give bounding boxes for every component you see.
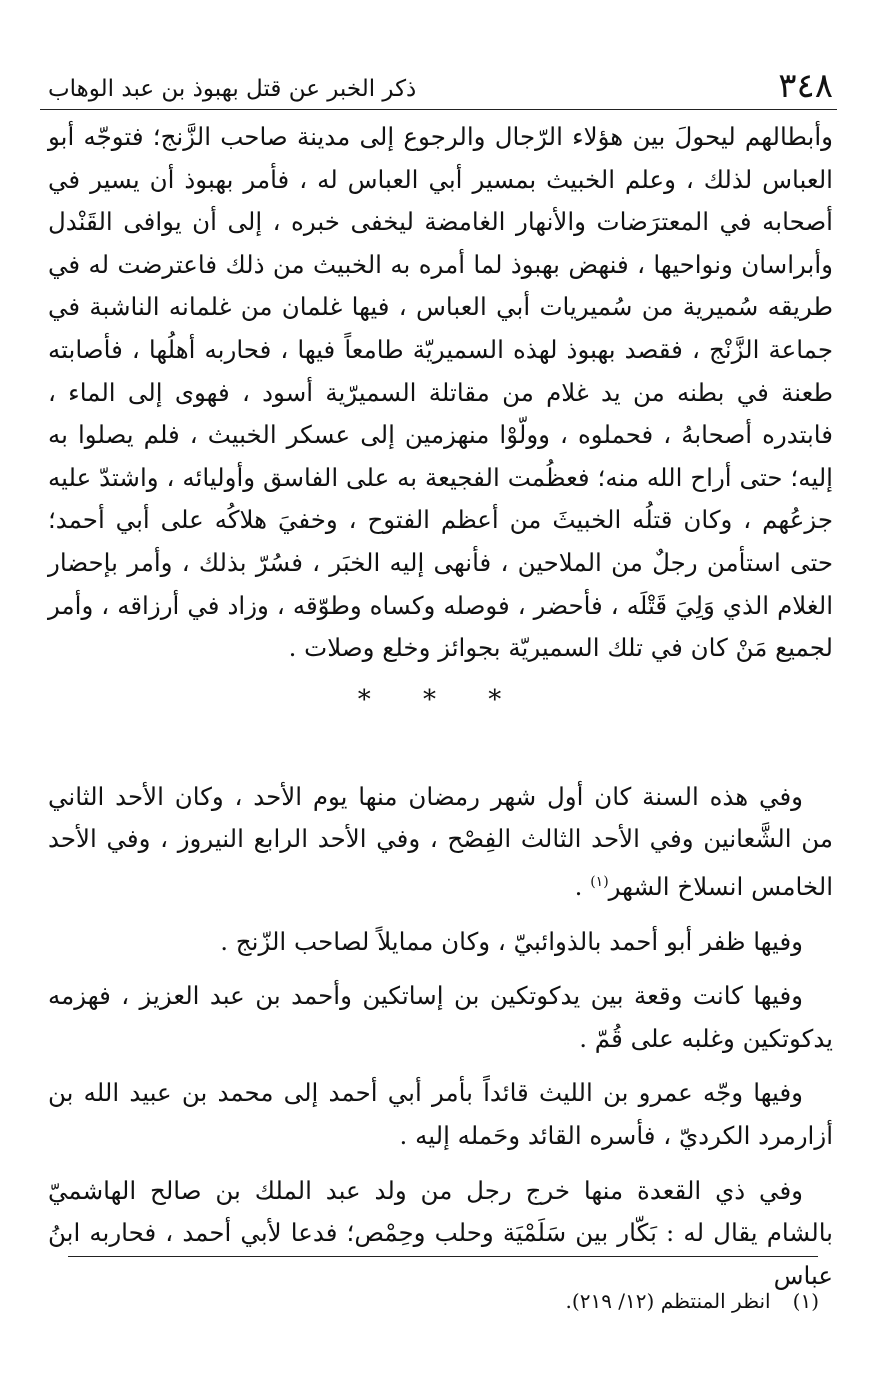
paragraph-text: وفي هذه السنة كان أول شهر رمضان منها يوم الأحد ، وكان الأحد الثاني من الشَّعانين وفي الأحد الثالث الفِصْح ، وفي الأحد الرابع النيروز ، وفي الأحد الخامس انسلاخ الشهر: [48, 781, 833, 902]
footnote-reference: (١): [590, 873, 609, 890]
running-title: ذكر الخبر عن قتل بهبوذ بن عبد الوهاب: [48, 76, 417, 102]
footnote-text: انظر المنتظم (١٢/ ٢١٩).: [565, 1289, 771, 1313]
paragraph: [48, 776, 833, 909]
paragraph: وفيها كانت وقعة بين يدكوتكين بن إساتكين وأحمد بن عبد العزيز ، فهزمه يدكوتكين وغلبه على قُمّ .: [48, 981, 833, 1053]
footnote-rule: [68, 1256, 818, 1257]
header-rule: [40, 109, 837, 110]
main-text: [48, 116, 833, 1309]
page-number: ٣٤٨: [778, 66, 833, 106]
paragraph: وفي ذي القعدة منها خرج رجل من ولد عبد الملك بن صالح الهاشميّ بالشام يقال له : بَكّار بين سَلَمْيَة وحلب وحِمْص؛ فدعا لأبي أحمد ، فحاربه ابنُ عباس: [48, 1175, 833, 1290]
section-next-year: [48, 776, 833, 1298]
footnote-number: (١): [792, 1289, 819, 1313]
footnote: [48, 1284, 819, 1318]
paragraph: وفيها ظفر أبو أحمد بالذوائبيّ ، وكان ممايلاً لصاحب الزّنج .: [220, 926, 803, 956]
section-separator-ornament: * * *: [357, 684, 524, 715]
paragraph: وفيها وجّه عمرو بن الليث قائداً بأمر أبي أحمد إلى محمد بن عبيد الله بن أزارمرد الكرديّ ، فأسره القائد وحَمله إليه .: [48, 1078, 833, 1151]
paragraph: وأبطالهم ليحولَ بين هؤلاء الرّجال والرجوع إلى مدينة صاحب الزَّنج؛ فتوجّه أبو العباس لذلك ، وعلم الخبيث بمسير أبي العباس له ، فأمر بهبوذ أن يسير في أصحابه في المعترَضات والأنهار الغامضة ليخفى خبره ، إلى أن يوافى القَنْدل وأبراسان ونواحيها ، فنهض بهبوذ لما أمره به الخبيث من ذلك فاعترضت له في طريقه سُميرية من سُميريات أبي العباس ، فيها غلمان من غلمانه الناشبة في جماعة الزَّنْج ، فقصد بهبوذ لهذه السميريّة طامعاً فيها ، فحاربه أهلُها ، فأصابته طعنة في بطنه من يد غلام من مقاتلة السميرّية أسود ، فهوى إلى الماء ، فابتدره أصحابهُ ، فحملوه ، وولّوْا منهزمين إلى عسكر الخبيث ، فلم يصلوا به إليه؛ حتى أراح الله منه؛ فعظُمت الفجيعة به على الفاسق وأوليائه ، واشتدّ عليه جزعُهم ، وكان قتلُه الخبيثَ من أعظم الفتوح ، وخفيَ هلاكُه على أبي أحمد؛ حتى استأمن رجلٌ من الملاحين ، فأنهى إليه الخبَر ، فسُرّ بذلك ، وأمر بإحضار الغلام الذي وَلِيَ قَتْلَه ، فأحضر ، فوصله وكساه وطوّقه ، وزاد في أرزاقه ، وأمر لجميع مَنْ كان في تلك السميريّة بجوائز وخلع وصلات .: [48, 122, 833, 663]
page-header: [48, 62, 833, 106]
paragraph-end: .: [574, 872, 591, 902]
